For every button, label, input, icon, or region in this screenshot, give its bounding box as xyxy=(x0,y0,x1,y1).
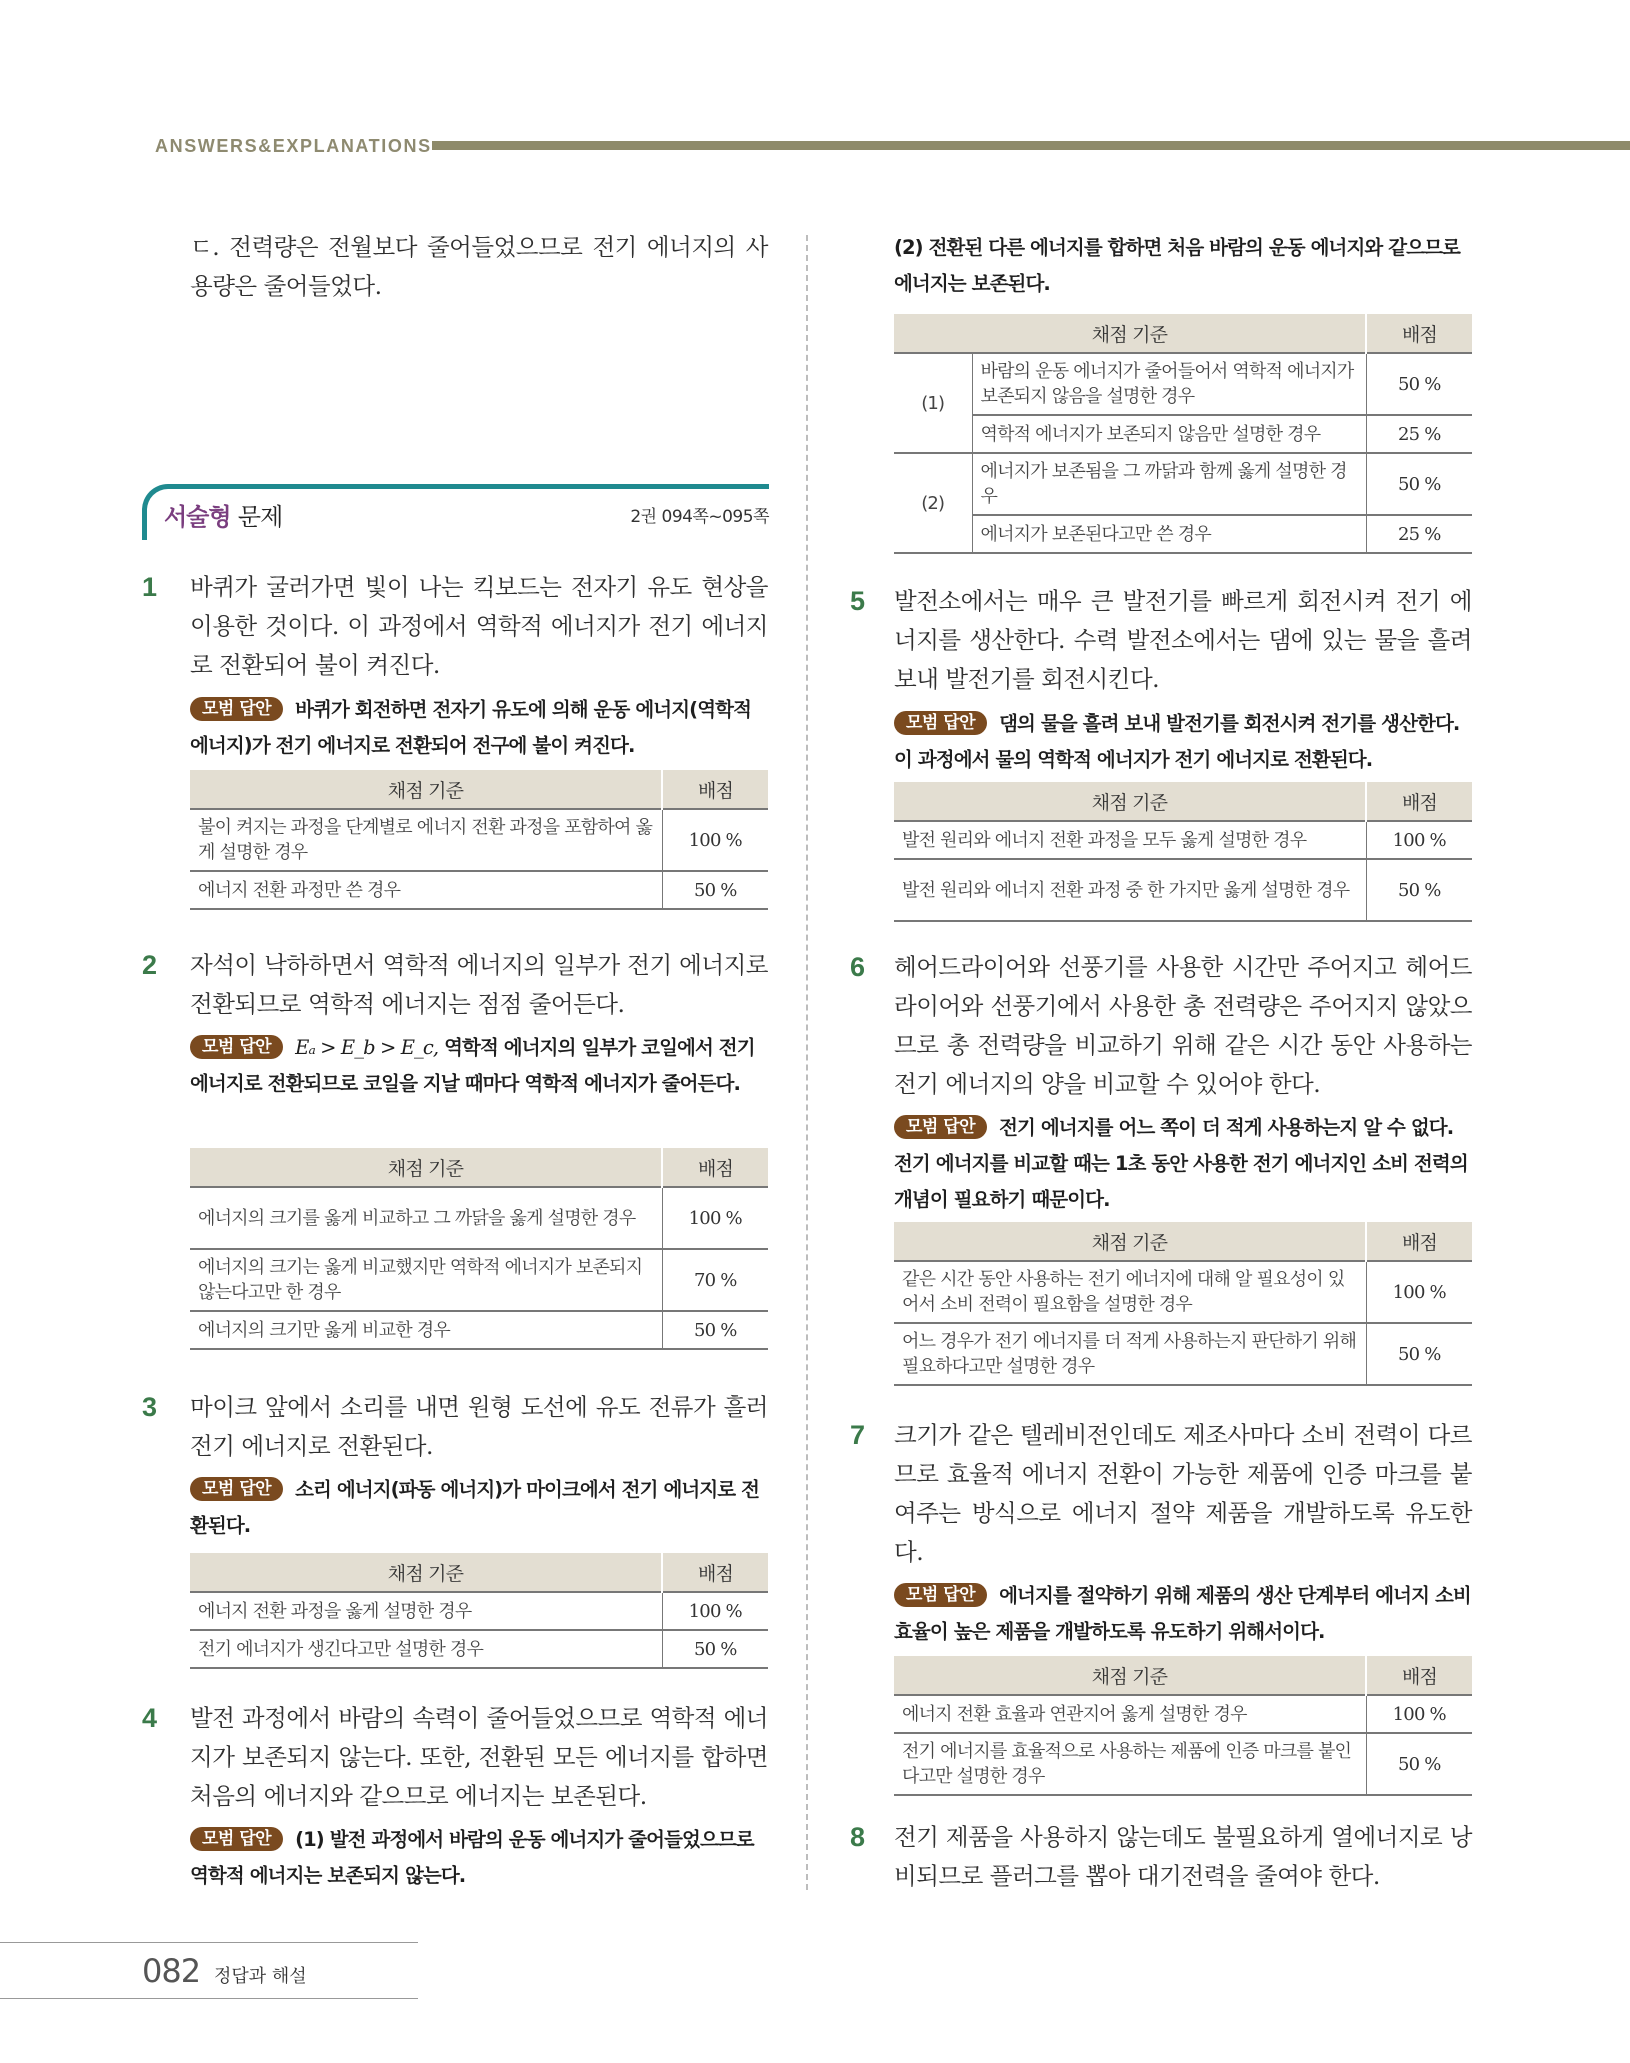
question-text: 크기가 같은 텔레비전인데도 제조사마다 소비 전력이 다르므로 효율적 에너지 전환이 가능한 제품에 인증 마크를 붙여주는 방식으로 에너지 절약 제품을 개발하도록 유도한다. xyxy=(894,1421,1472,1566)
question-text: 발전 과정에서 바람의 속력이 줄어들었으므로 역학적 에너지가 보존되지 않는다. 또한, 전환된 모든 에너지를 합하면 처음의 에너지와 같으므로 에너지는 보존된다. xyxy=(190,1704,768,1810)
model-answer-badge: 모범 답안 xyxy=(190,697,283,721)
table-group-label: (1) xyxy=(894,353,972,453)
running-header: ANSWERS&EXPLANATIONS xyxy=(155,136,432,156)
table-header: 배점 xyxy=(662,1553,768,1592)
table-cell: 바람의 운동 에너지가 줄어들어서 역학적 에너지가 보존되지 않음을 설명한 경우 xyxy=(972,353,1366,415)
table-cell-score: 100 % xyxy=(1366,821,1472,859)
table-cell-score: 25 % xyxy=(1366,515,1472,553)
table-cell-score: 50 % xyxy=(662,871,768,909)
intro-text: ㄷ. 전력량은 전월보다 줄어들었으므로 전기 에너지의 사용량은 줄어들었다. xyxy=(190,233,768,300)
table-cell: 에너지 전환 과정만 쓴 경우 xyxy=(190,871,662,909)
table-cell-score: 100 % xyxy=(662,809,768,871)
model-answer-text: 바퀴가 회전하면 전자기 유도에 의해 운동 에너지(역학적 에너지)가 전기 에너지로 전환되어 전구에 불이 켜진다. xyxy=(190,698,752,757)
table-header: 채점 기준 xyxy=(894,782,1366,821)
question-text: 바퀴가 굴러가면 빛이 나는 킥보드는 전자기 유도 현상을 이용한 것이다. 이 과정에서 역학적 에너지가 전기 에너지로 전환되어 불이 켜진다. xyxy=(190,573,768,679)
scoring-table xyxy=(190,1553,768,1669)
model-answer-text: 소리 에너지(파동 에너지)가 마이크에서 전기 에너지로 전환된다. xyxy=(190,1478,760,1537)
question-text: 전기 제품을 사용하지 않는데도 불필요하게 열에너지로 낭비되므로 플러그를 뽑아 대기전력을 줄여야 한다. xyxy=(894,1823,1472,1890)
section-page-reference: 2권 094쪽~095쪽 xyxy=(630,507,769,527)
question-number: 8 xyxy=(850,1822,866,1852)
table-cell: 불이 켜지는 과정을 단계별로 에너지 전환 과정을 포함하여 옳게 설명한 경우 xyxy=(190,809,662,871)
footer-label: 정답과 해설 xyxy=(214,1966,307,1987)
model-answer-badge: 모범 답안 xyxy=(190,1035,283,1059)
model-answer xyxy=(190,1822,768,1894)
table-cell: 전기 에너지를 효율적으로 사용하는 제품에 인증 마크를 붙인다고만 설명한 경우 xyxy=(894,1733,1366,1795)
table-header: 채점 기준 xyxy=(190,1148,662,1187)
scoring-table xyxy=(894,314,1472,554)
table-header: 배점 xyxy=(662,1148,768,1187)
table-header: 배점 xyxy=(1366,314,1472,353)
table-header: 채점 기준 xyxy=(894,314,1366,353)
table-cell: 발전 원리와 에너지 전환 과정을 모두 옳게 설명한 경우 xyxy=(894,821,1366,859)
model-answer xyxy=(190,1030,768,1102)
question-number: 6 xyxy=(850,952,866,982)
question-number: 5 xyxy=(850,586,866,616)
table-header: 배점 xyxy=(1366,1222,1472,1261)
scoring-table xyxy=(894,782,1472,922)
model-answer-text: 역학적 에너지의 일부가 코일에서 전기 에너지로 전환되므로 코일을 지날 때마다 역학적 에너지가 줄어든다. xyxy=(190,1036,755,1095)
model-answer xyxy=(894,1110,1472,1218)
table-cell: 역학적 에너지가 보존되지 않음만 설명한 경우 xyxy=(972,415,1366,453)
question-number: 3 xyxy=(142,1392,158,1422)
table-cell-score: 50 % xyxy=(1366,353,1472,415)
table-cell: 에너지의 크기만 옳게 비교한 경우 xyxy=(190,1311,662,1349)
table-header: 채점 기준 xyxy=(190,1553,662,1592)
question-text: 헤어드라이어와 선풍기를 사용한 시간만 주어지고 헤어드라이어와 선풍기에서 사용한 총 전력량은 주어지지 않았으므로 총 전력량을 비교하기 위해 같은 시간 동안 사용하는 전기 에너지의 양을 비교할 수 있어야 한다. xyxy=(894,953,1472,1098)
table-cell-score: 100 % xyxy=(1366,1695,1472,1733)
table-cell-score: 50 % xyxy=(1366,1323,1472,1385)
model-answer-badge: 모범 답안 xyxy=(190,1477,283,1501)
table-cell: 에너지 전환 효율과 연관지어 옳게 설명한 경우 xyxy=(894,1695,1366,1733)
model-answer xyxy=(894,706,1472,778)
table-cell-score: 70 % xyxy=(662,1249,768,1311)
question-text: 발전소에서는 매우 큰 발전기를 빠르게 회전시켜 전기 에너지를 생산한다. 수력 발전소에서는 댐에 있는 물을 흘려 보내 발전기를 회전시킨다. xyxy=(894,587,1472,693)
question-text: 마이크 앞에서 소리를 내면 원형 도선에 유도 전류가 흘러 전기 에너지로 전환된다. xyxy=(190,1393,768,1460)
table-header: 배점 xyxy=(1366,1656,1472,1695)
column-divider xyxy=(806,235,808,1890)
table-cell-score: 50 % xyxy=(1366,1733,1472,1795)
table-cell-score: 50 % xyxy=(662,1311,768,1349)
scoring-table xyxy=(190,770,768,910)
table-cell: 발전 원리와 에너지 전환 과정 중 한 가지만 옳게 설명한 경우 xyxy=(894,859,1366,921)
scoring-table xyxy=(894,1222,1472,1386)
question-number: 2 xyxy=(142,950,158,980)
table-header: 채점 기준 xyxy=(894,1222,1366,1261)
table-cell: 전기 에너지가 생긴다고만 설명한 경우 xyxy=(190,1630,662,1668)
question-number: 1 xyxy=(142,572,158,602)
model-answer-text: 에너지를 절약하기 위해 제품의 생산 단계부터 에너지 소비 효율이 높은 제품을 개발하도록 유도하기 위해서이다. xyxy=(894,1584,1471,1643)
table-cell-score: 100 % xyxy=(1366,1261,1472,1323)
header-rule xyxy=(432,141,1630,150)
table-cell-score: 100 % xyxy=(662,1592,768,1630)
table-cell-score: 50 % xyxy=(1366,859,1472,921)
table-header: 채점 기준 xyxy=(894,1656,1366,1695)
scoring-table xyxy=(894,1656,1472,1796)
table-cell: 어느 경우가 전기 에너지를 더 적게 사용하는지 판단하기 위해 필요하다고만 설명한 경우 xyxy=(894,1323,1366,1385)
table-cell: 에너지의 크기는 옳게 비교했지만 역학적 에너지가 보존되지 않는다고만 한 경우 xyxy=(190,1249,662,1311)
question-text: 자석이 낙하하면서 역학적 에너지의 일부가 전기 에너지로 전환되므로 역학적 에너지는 점점 줄어든다. xyxy=(190,951,768,1018)
model-answer-text: 댐의 물을 흘려 보내 발전기를 회전시켜 전기를 생산한다. 이 과정에서 물의 역학적 에너지가 전기 에너지로 전환된다. xyxy=(894,712,1460,771)
model-answer xyxy=(190,1472,768,1544)
table-header: 채점 기준 xyxy=(190,770,662,809)
table-cell-score: 50 % xyxy=(662,1630,768,1668)
table-group-label: (2) xyxy=(894,453,972,553)
section-heading xyxy=(142,484,769,540)
table-cell-score: 100 % xyxy=(662,1187,768,1249)
footer-rule xyxy=(0,1998,418,1999)
model-answer-badge: 모범 답안 xyxy=(894,711,987,735)
page-number: 082 xyxy=(142,1952,201,1990)
question-number: 4 xyxy=(142,1703,158,1733)
table-cell-score: 25 % xyxy=(1366,415,1472,453)
table-cell-score: 50 % xyxy=(1366,453,1472,515)
model-answer-text: 전기 에너지를 어느 쪽이 더 적게 사용하는지 알 수 없다. 전기 에너지를 비교할 때는 1초 동안 사용한 전기 에너지인 소비 전력의 개념이 필요하기 때문이다. xyxy=(894,1116,1468,1211)
model-answer-badge: 모범 답안 xyxy=(190,1827,283,1851)
model-answer-formula: Eₐ > E_b > E_c, xyxy=(295,1036,439,1059)
table-header: 배점 xyxy=(1366,782,1472,821)
table-header: 배점 xyxy=(662,770,768,809)
footer-rule xyxy=(0,1942,418,1943)
table-cell: 에너지의 크기를 옳게 비교하고 그 까닭을 옳게 설명한 경우 xyxy=(190,1187,662,1249)
table-cell: 에너지가 보존됨을 그 까닭과 함께 옳게 설명한 경우 xyxy=(972,453,1366,515)
section-title-accent: 서술형 xyxy=(164,503,231,531)
model-answer xyxy=(894,1578,1472,1650)
model-answer xyxy=(190,692,768,764)
section-title xyxy=(164,497,282,532)
table-cell: 같은 시간 동안 사용하는 전기 에너지에 대해 알 필요성이 있어서 소비 전력이 필요함을 설명한 경우 xyxy=(894,1261,1366,1323)
model-answer-continued: (2) 전환된 다른 에너지를 합하면 처음 바람의 운동 에너지와 같으므로 에너지는 보존된다. xyxy=(894,236,1460,295)
table-cell: 에너지 전환 과정을 옳게 설명한 경우 xyxy=(190,1592,662,1630)
scoring-table xyxy=(190,1148,768,1350)
section-title-plain: 문제 xyxy=(237,503,283,531)
model-answer-badge: 모범 답안 xyxy=(894,1115,987,1139)
question-number: 7 xyxy=(850,1420,866,1450)
model-answer-text: (1) 발전 과정에서 바람의 운동 에너지가 줄어들었으므로 역학적 에너지는 보존되지 않는다. xyxy=(190,1828,754,1887)
model-answer-badge: 모범 답안 xyxy=(894,1583,987,1607)
table-cell: 에너지가 보존된다고만 쓴 경우 xyxy=(972,515,1366,553)
